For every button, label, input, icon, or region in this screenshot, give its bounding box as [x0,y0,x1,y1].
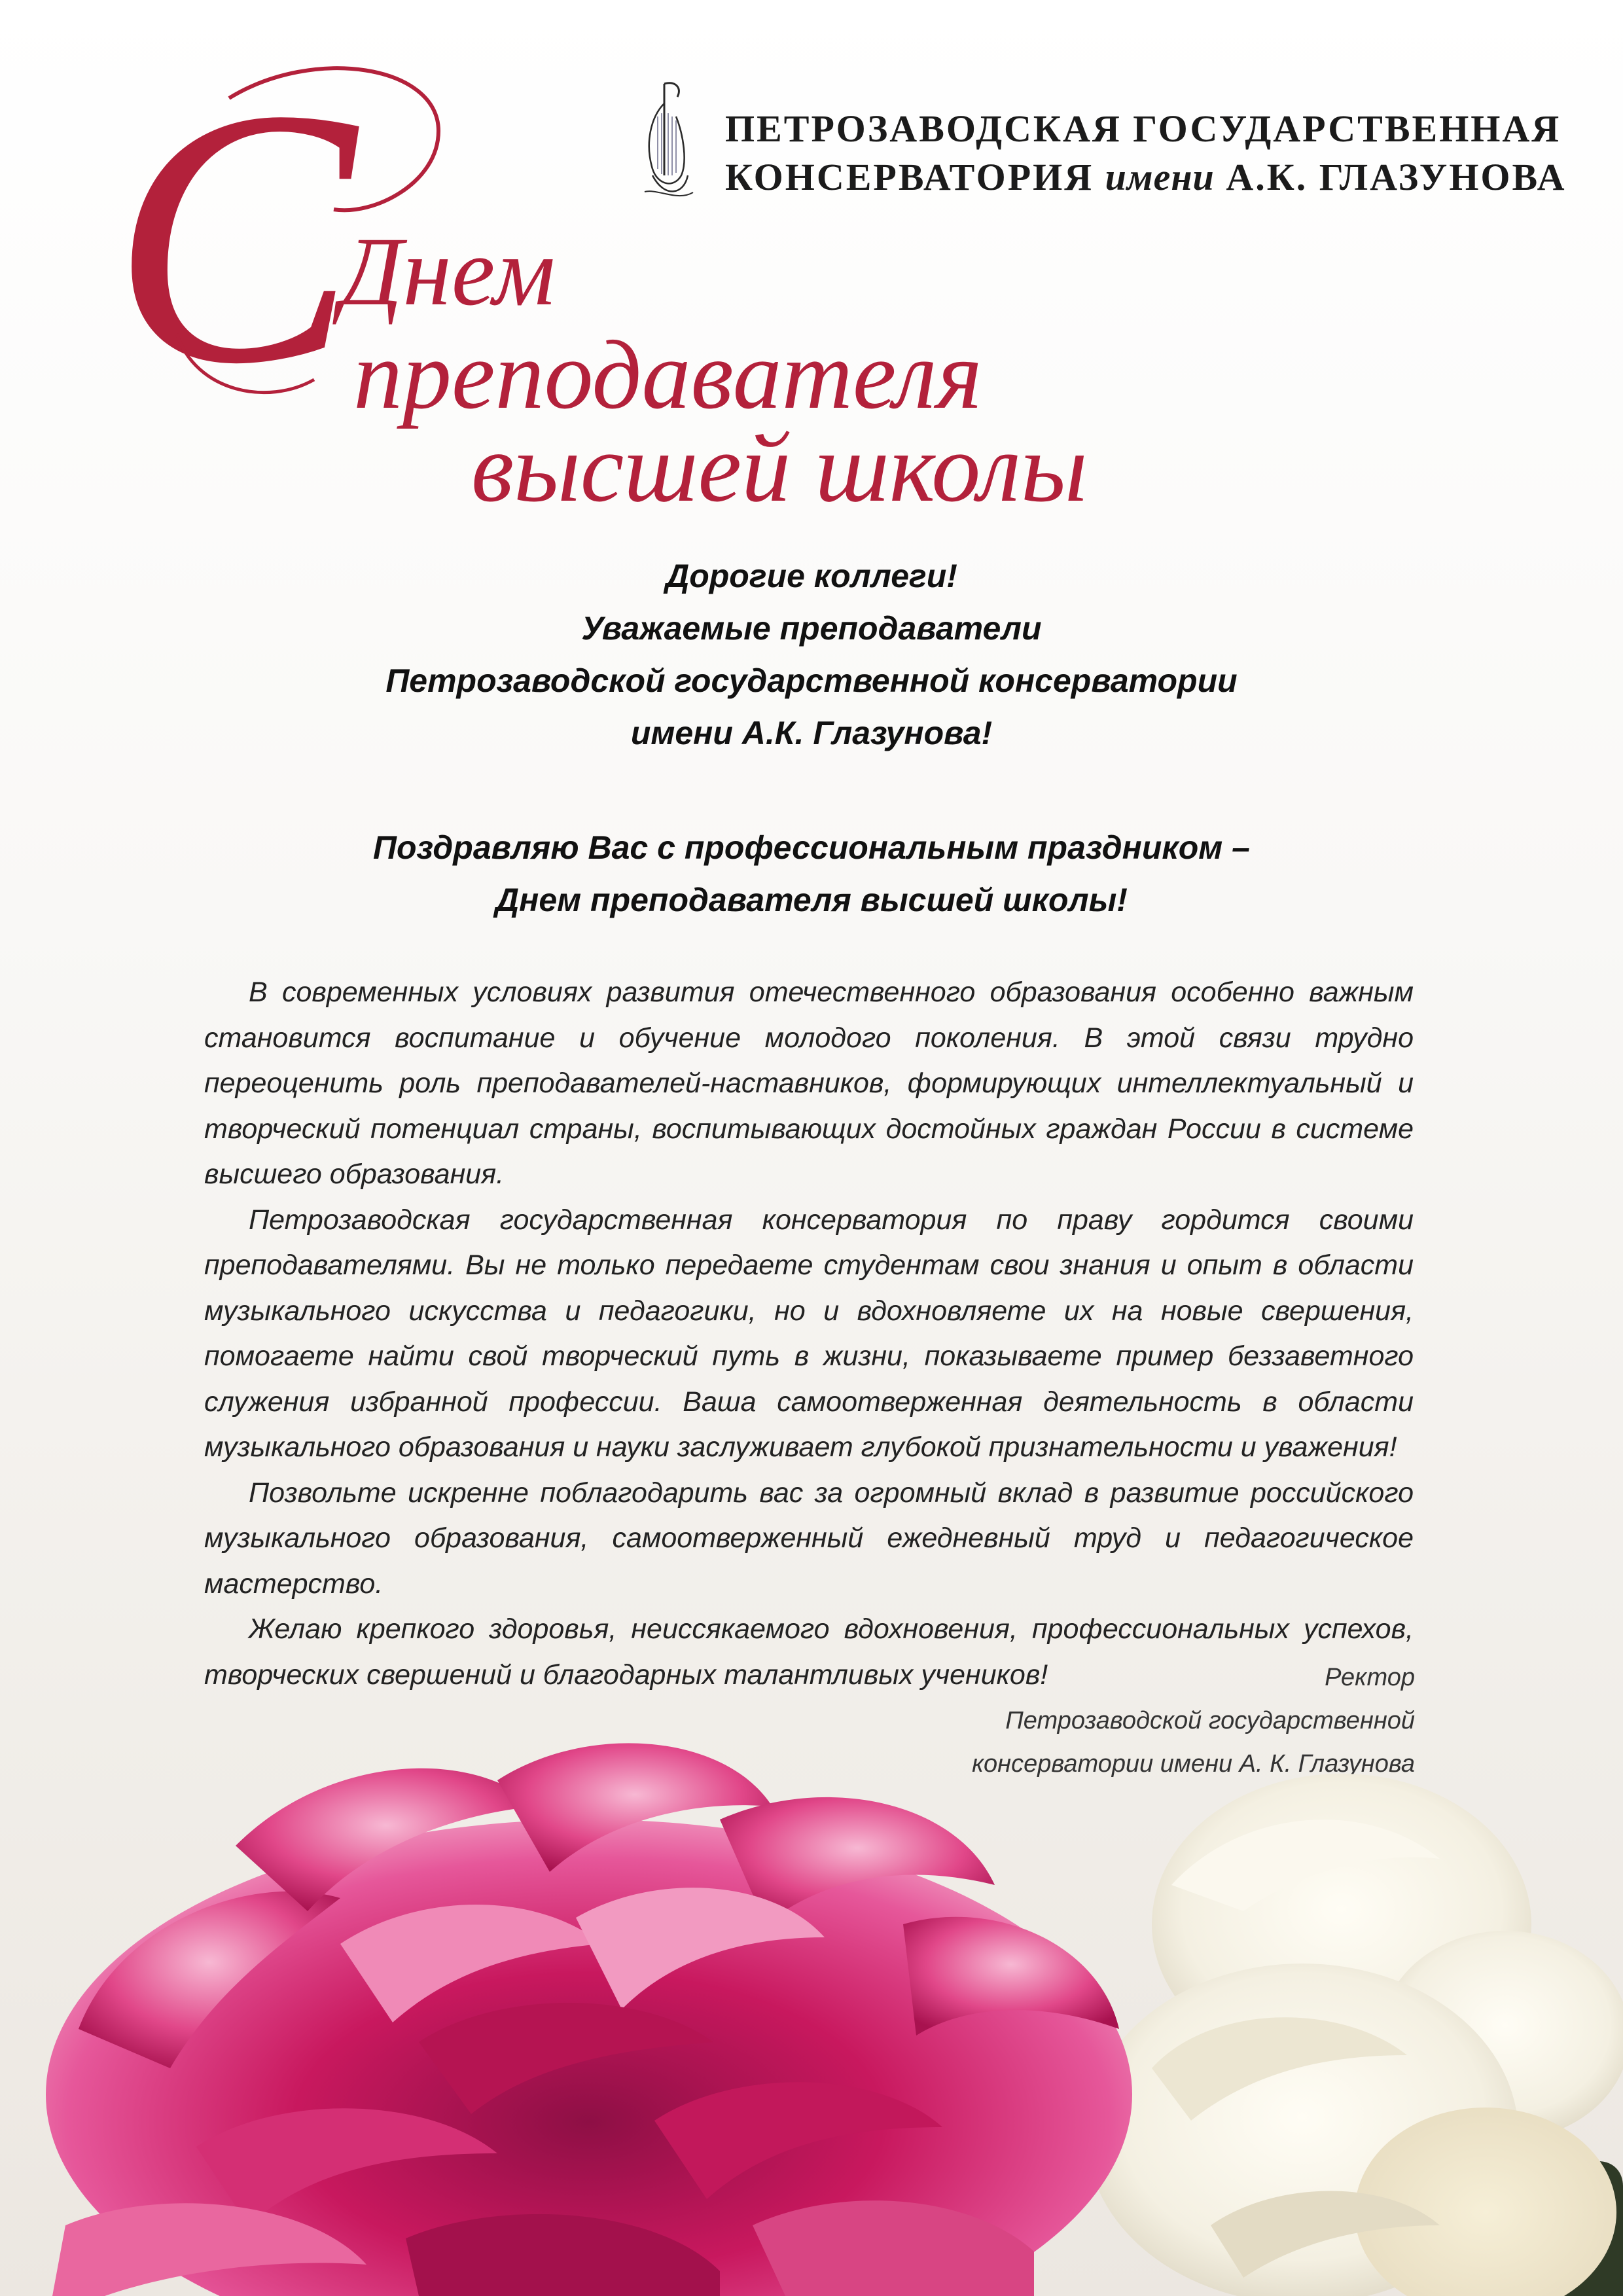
greeting-line: Петрозаводской государственной консерватории [385,662,1238,699]
letter-body [204,970,1414,1698]
signature-line: Петрозаводской государственной [1005,1707,1415,1734]
org-name-line1: ПЕТРОЗАВОДСКАЯ ГОСУДАРСТВЕННАЯ [725,107,1561,150]
greeting-block [157,550,1466,759]
org-name-italic: имени [1105,156,1215,198]
title-line-2: преподавателя [353,321,982,429]
signature-title: Ректор [1325,1664,1415,1691]
white-peony [1086,1774,1623,2296]
lyre-logo-icon [638,77,697,208]
peony-flowers-illustration [0,1728,1623,2296]
org-name-part: А.К. ГЛАЗУНОВА [1214,156,1567,198]
body-paragraph: Позвольте искренне поблагодарить вас за огромный вклад в развитие российского музыкального образования, самоотверженный ежедневный труд и педагогическое мастерство. [204,1477,1414,1600]
greeting-line: имени А.К. Глазунова! [630,715,993,751]
signature-line: консерватории имени А. К. Глазунова [972,1750,1415,1778]
body-paragraph: Желаю крепкого здоровья, неиссякаемого вдохновения, профессиональных успехов, творческих свершений и благодарных талантливых учеников! [204,1613,1414,1691]
org-name-line2 [725,153,1602,202]
congratulation-block [157,821,1466,926]
pink-peony [46,1743,1132,2296]
body-paragraph: Петрозаводская государственная консерватория по праву гордится своими преподавателями. Вы не только передаете студентам свои знания и опыт в области музыкального искусства и педагогики, но и вдохновляете их на новые свершения, помогаете найти свой творческий путь в жизни, показываете пример беззаветного служения избранной профессии. Ваша самоотверженная деятельность в области музыкального образования и науки заслуживает глубокой признательности и уважения! [204,1204,1414,1463]
congratulation-line: Поздравляю Вас с профессиональным праздником – [373,829,1250,866]
body-paragraph: В современных условиях развития отечественного образования особенно важным становится воспитание и обучение молодого поколения. В этой связи трудно переоценить роль преподавателей-наставников, формирующих интеллектуальный и творческий потенциал страны, воспитывающих достойных граждан России в системе высшего образования. [204,977,1414,1190]
org-name-part: КОНСЕРВАТОРИЯ [725,156,1105,198]
greeting-line: Уважаемые преподаватели [581,610,1042,647]
title-line-1: Днем [340,217,556,326]
organization-name [725,105,1602,202]
congratulation-line: Днем преподавателя высшей школы! [495,882,1128,918]
greeting-line: Дорогие коллеги! [666,558,957,594]
title-initial-text: С [111,52,356,419]
title-line-3: высшей школы [471,414,1088,522]
